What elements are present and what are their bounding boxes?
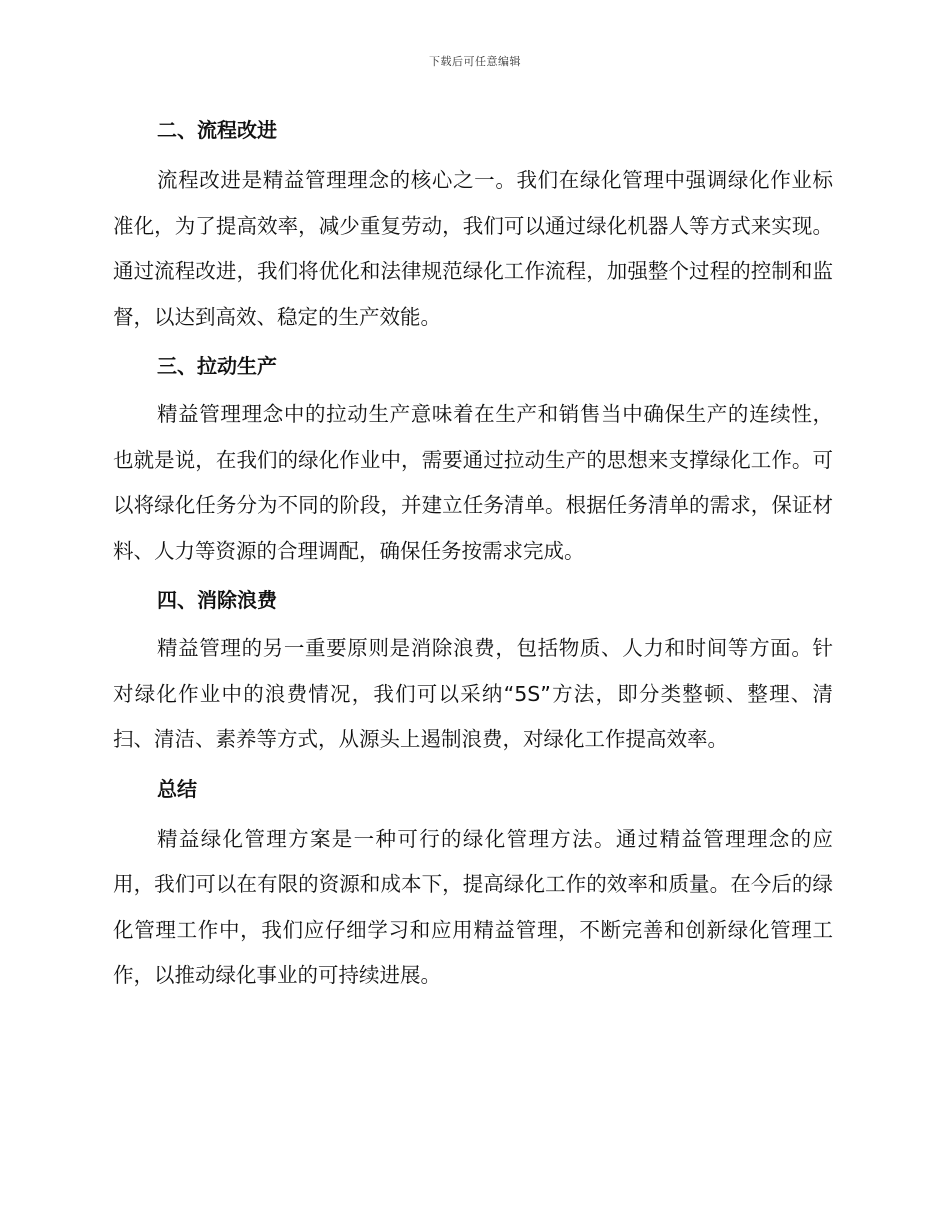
- section-heading-eliminate-waste: 四、消除浪费: [157, 588, 277, 612]
- section-heading-pull-production: 三、拉动生产: [157, 354, 277, 378]
- header-note: 下载后可任意编辑: [429, 55, 521, 68]
- section-paragraph-process-improvement: 流程改进是精益管理理念的核心之一。我们在绿化管理中强调绿化作业标准化，为了提高效率，减少重复劳动，我们可以通过绿化机器人等方式来实现。通过流程改进，我们将优化和法律规范绿化工作流程，加强整个过程的控制和监督，以达到高效、稳定的生产效能。: [113, 168, 833, 329]
- section-paragraph-pull-production: 精益管理理念中的拉动生产意味着在生产和销售当中确保生产的连续性，也就是说，在我们的绿化作业中，需要通过拉动生产的思想来支撑绿化工作。可以将绿化任务分为不同的阶段，并建立任务清单。根据任务清单的需求，保证材料、人力等资源的合理调配，确保任务按需求完成。: [113, 402, 833, 563]
- section-heading-summary: 总结: [157, 776, 197, 801]
- section-heading-process-improvement: 二、流程改进: [157, 118, 277, 142]
- section-paragraph-eliminate-waste: 精益管理的另一重要原则是消除浪费，包括物质、人力和时间等方面。针对绿化作业中的浪费情况，我们可以采纳“5S”方法，即分类整顿、整理、清扫、清洁、素养等方式，从源头上遏制浪费，对绿化工作提高效率。: [113, 636, 833, 751]
- document-body: [113, 112, 833, 999]
- section-paragraph-summary: 精益绿化管理方案是一种可行的绿化管理方法。通过精益管理理念的应用，我们可以在有限的资源和成本下，提高绿化工作的效率和质量。在今后的绿化管理工作中，我们应仔细学习和应用精益管理，不断完善和创新绿化管理工作，以推动绿化事业的可持续进展。: [113, 826, 833, 987]
